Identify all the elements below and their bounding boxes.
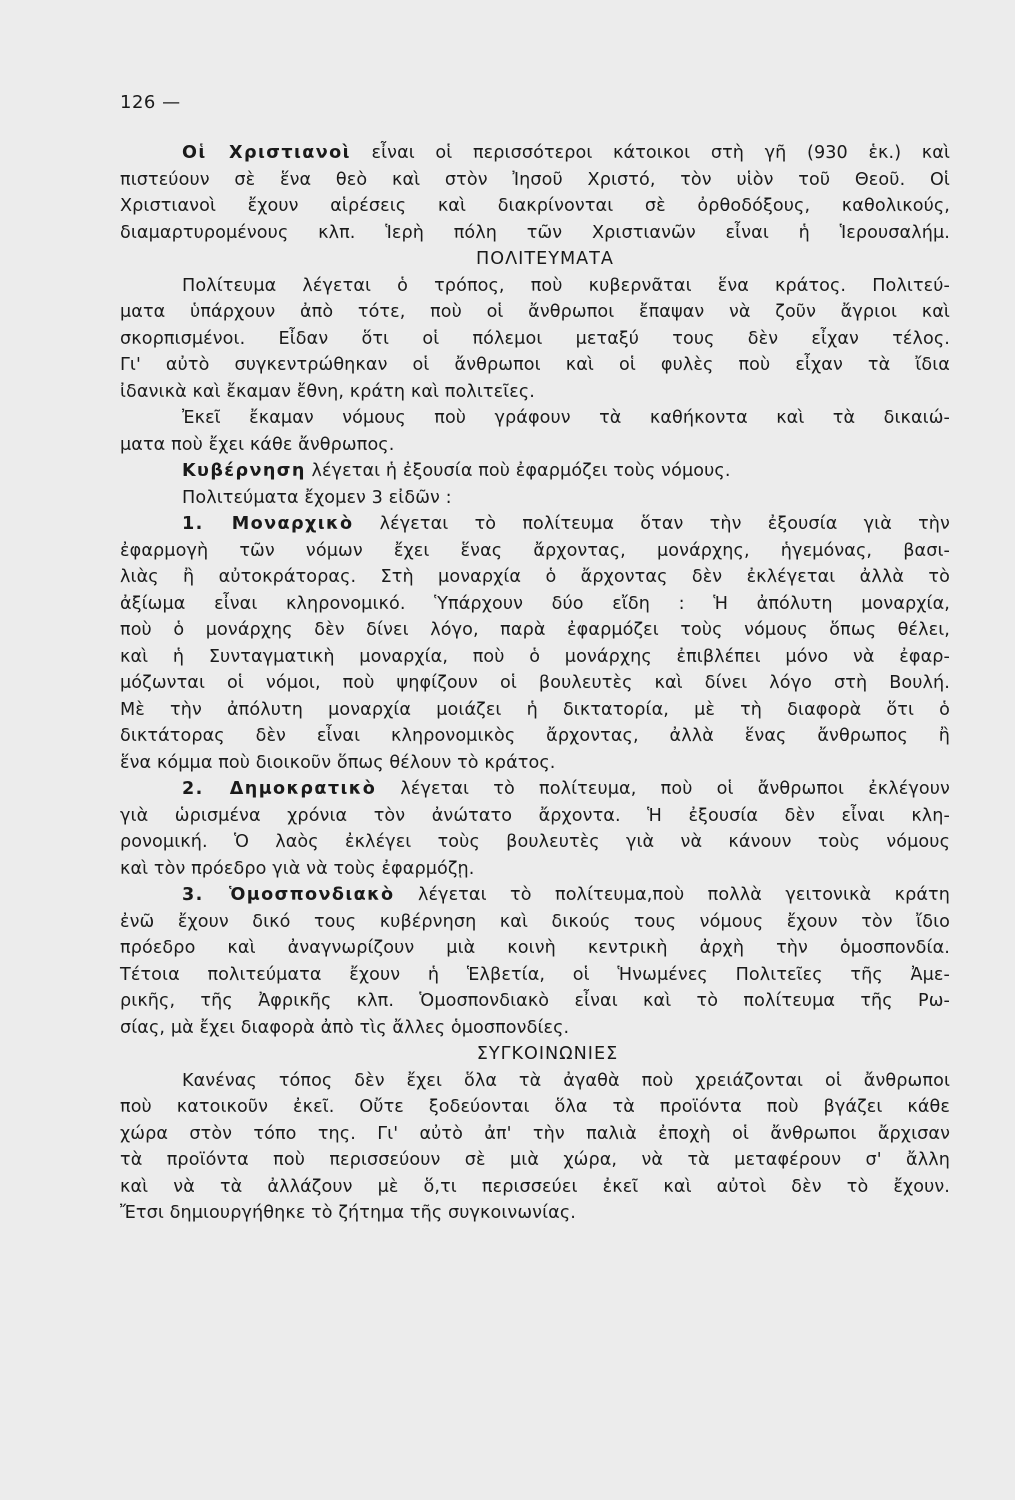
- text-line: πιστεύουν σὲ ἕνα θεὸ καὶ στὸν Ἰησοῦ Χριστό, τὸν υἱὸν τοῦ Θεοῦ. Οἱ: [120, 169, 950, 190]
- text-line: ρικῆς, τῆς Ἀφρικῆς κλπ. Ὁμοσπονδιακὸ εἶναι καὶ τὸ πολίτευμα τῆς Ρω-: [120, 991, 950, 1011]
- section-heading: ΣΥΓΚΟΙΝΩΝΙΕΣ: [476, 1044, 619, 1064]
- bold-term: Οἱ Χριστιανοὶ: [182, 143, 351, 163]
- text-line: δικτάτορας δὲν εἶναι κληρονομικὸς ἄρχοντας, ἀλλὰ ἕνας ἄνθρωπος ἢ: [120, 726, 950, 746]
- text-line: Οἱ Χριστιανοὶ εἶναι οἱ περισσότεροι κάτοικοι στὴ γῆ (930 ἑκ.) καὶ: [182, 143, 951, 163]
- text-line: Χριστιανοὶ ἔχουν αἱρέσεις καὶ διακρίνονται σὲ ὀρθοδόξους, καθολικούς,: [120, 196, 950, 216]
- text-line: ρονομική. Ὁ λαὸς ἐκλέγει τοὺς βουλευτὲς γιὰ νὰ κάνουν τοὺς νόμους: [120, 832, 950, 852]
- text-line: Κανένας τόπος δὲν ἔχει ὅλα τὰ ἀγαθὰ ποὺ χρειάζονται οἱ ἄνθρωποι: [182, 1070, 950, 1091]
- page-number: 126 —: [120, 92, 181, 113]
- bold-term: Κυβέρνηση: [182, 461, 306, 481]
- text-line: ἰδανικὰ καὶ ἔκαμαν ἔθνη, κράτη καὶ πολιτεῖες.: [120, 381, 535, 402]
- text-line: ματα ὑπάρχουν ἀπὸ τότε, ποὺ οἱ ἄνθρωποι ἔπαψαν νὰ ζοῦν ἄγριοι καὶ: [120, 302, 950, 322]
- bold-term: 3. Ὁμοσπονδιακὸ: [182, 885, 395, 905]
- text-line: Ἔτσι δημιουργήθηκε τὸ ζήτημα τῆς συγκοινωνίας.: [120, 1203, 576, 1223]
- text-line: ἐνῶ ἔχουν δικό τους κυβέρνηση καὶ δικούς τους νόμους ἔχουν τὸν ἴδιο: [120, 911, 950, 932]
- text-line: 3. Ὁμοσπονδιακὸ λέγεται τὸ πολίτευμα,ποὺ πολλὰ γειτονικὰ κράτη: [182, 885, 950, 905]
- text-line: ἀξίωμα εἶναι κληρονομικό. Ὑπάρχουν δύο εἴδη : Ἡ ἀπόλυτη μοναρχία,: [120, 593, 950, 614]
- text-line: 1. Μοναρχικὸ λέγεται τὸ πολίτευμα ὅταν τὴν ἐξουσία γιὰ τὴν: [182, 514, 950, 534]
- text-line: πρόεδρο καὶ ἀναγνωρίζουν μιὰ κοινὴ κεντρικὴ ἀρχὴ τὴν ὁμοσπονδία.: [120, 938, 950, 958]
- text-line: ποὺ ὁ μονάρχης δὲν δίνει λόγο, παρὰ ἐφαρμόζει τοὺς νόμους ὅπως θέλει,: [120, 620, 950, 640]
- text-line: ποὺ κατοικοῦν ἐκεῖ. Οὔτε ξοδεύονται ὅλα τὰ προϊόντα ποὺ βγάζει κάθε: [120, 1097, 950, 1117]
- text-line: Πολίτευμα λέγεται ὁ τρόπος, ποὺ κυβερνᾶται ἕνα κράτος. Πολιτεύ-: [182, 275, 950, 296]
- text-line: Τέτοια πολιτεύματα ἔχουν ἡ Ἑλβετία, οἱ Ἡνωμένες Πολιτεῖες τῆς Ἀμε-: [120, 964, 950, 985]
- text-line: διαμαρτυρομένους κλπ. Ἱερὴ πόλη τῶν Χριστιανῶν εἶναι ἡ Ἱερουσαλήμ.: [120, 222, 950, 243]
- text-line: ἐφαρμογὴ τῶν νόμων ἔχει ἕνας ἄρχοντας, μονάρχης, ἡγεμόνας, βασι-: [120, 540, 950, 561]
- text-line: μόζωνται οἱ νόμοι, ποὺ ψηφίζουν οἱ βουλευτὲς καὶ δίνει λόγο στὴ Βουλή.: [120, 673, 950, 693]
- text-line: Γι' αὐτὸ συγκεντρώθηκαν οἱ ἄνθρωποι καὶ οἱ φυλὲς ποὺ εἶχαν τὰ ἴδια: [120, 355, 950, 375]
- text-line: ματα ποὺ ἔχει κάθε ἄνθρωπος.: [120, 434, 395, 455]
- text-line: καὶ ἡ Συνταγματικὴ μοναρχία, ποὺ ὁ μονάρχης ἐπιβλέπει μόνο νὰ ἐφαρ-: [120, 646, 950, 667]
- text-line: τὰ προϊόντα ποὺ περισσεύουν σὲ μιὰ χώρα, νὰ τὰ μεταφέρουν σ' ἄλλη: [120, 1150, 950, 1170]
- text-line: Μὲ τὴν ἀπόλυτη μοναρχία μοιάζει ἡ δικτατορία, μὲ τὴ διαφορὰ ὅτι ὁ: [120, 699, 950, 720]
- text-line: σίας, μὰ ἔχει διαφορὰ ἀπὸ τὶς ἄλλες ὁμοσπονδίες.: [120, 1017, 570, 1038]
- text-line: σκορπισμένοι. Εἶδαν ὅτι οἱ πόλεμοι μεταξύ τους δὲν εἶχαν τέλος.: [120, 328, 950, 349]
- body-text: [120, 140, 950, 1227]
- text-line: Ἐκεῖ ἔκαμαν νόμους ποὺ γράφουν τὰ καθήκοντα καὶ τὰ δικαιώ-: [182, 408, 950, 428]
- section-heading: ΠΟΛΙΤΕΥΜΑΤΑ: [476, 249, 614, 269]
- text-line: γιὰ ὡρισμένα χρόνια τὸν ἀνώτατο ἄρχοντα. Ἡ ἐξουσία δὲν εἶναι κλη-: [120, 805, 950, 826]
- bold-term: 2. Δημοκρατικὸ: [182, 779, 377, 799]
- text-line: χώρα στὸν τόπο της. Γι' αὐτὸ ἀπ' τὴν παλιὰ ἐποχὴ οἱ ἄνθρωποι ἄρχισαν: [120, 1123, 950, 1144]
- text-line: λιὰς ἢ αὐτοκράτορας. Στὴ μοναρχία ὁ ἄρχοντας δὲν ἐκλέγεται ἀλλὰ τὸ: [120, 567, 950, 587]
- text-line: ἕνα κόμμα ποὺ διοικοῦν ὅπως θέλουν τὸ κράτος.: [120, 752, 556, 773]
- text-line: Πολιτεύματα ἔχομεν 3 εἰδῶν :: [182, 487, 452, 508]
- bold-term: 1. Μοναρχικὸ: [182, 514, 354, 534]
- text-line: καὶ νὰ τὰ ἀλλάζουν μὲ ὅ,τι περισσεύει ἐκεῖ καὶ αὐτοὶ δὲν τὸ ἔχουν.: [120, 1176, 950, 1197]
- text-line: 2. Δημοκρατικὸ λέγεται τὸ πολίτευμα, ποὺ οἱ ἄνθρωποι ἐκλέγουν: [182, 779, 950, 799]
- text-line: Κυβέρνηση λέγεται ἡ ἐξουσία ποὺ ἐφαρμόζει τοὺς νόμους.: [182, 461, 731, 481]
- text-line: καὶ τὸν πρόεδρο γιὰ νὰ τοὺς ἐφαρμόζῃ.: [120, 858, 475, 879]
